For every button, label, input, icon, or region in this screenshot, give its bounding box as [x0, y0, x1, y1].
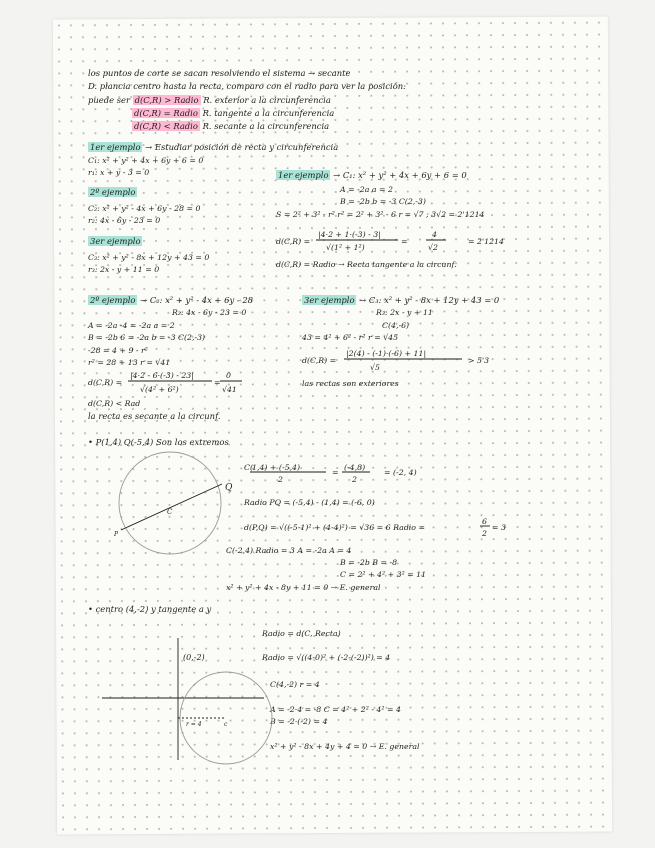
example1-d-num: |4·2 + 1·(-3) - 3| [318, 230, 381, 239]
problem2-a: A = -2·4 = -8 C = 4² + 2² - 4² = 4 [270, 705, 401, 714]
exercise-c3: C₃: x² + y² - 8x + 12y + 43 = 0 [88, 253, 210, 262]
radius-label: r = 4 [186, 721, 202, 728]
label-q: Q [225, 483, 233, 493]
example1-a: A = -2a a = 2 [340, 185, 393, 194]
exercise-heading: 1er ejemplo [90, 142, 141, 152]
intro-line-4-result: R. tangente a la circunferencia [202, 108, 335, 118]
example2-line: R₂: 4x - 6y - 23 = 0 [172, 308, 247, 317]
intro-line-1: los puntos de corte se sacan resolviendo el sistema → secante [88, 68, 351, 78]
exercise-r3: r₃: 2x - y + 11 = 0 [88, 265, 160, 274]
intro-line-3-result: R. exterior a la circunferencia [203, 95, 331, 105]
segment-pq [121, 484, 222, 530]
example2-d-num2: 0 [226, 371, 231, 380]
example3-line: R₃: 2x - y + 11 [376, 308, 433, 317]
exercise-statement: → Estudiar posición de recta y circunferencia [145, 142, 339, 152]
label-c: C [167, 508, 173, 516]
problem2-radio-1: Radio = d(C, Recta) [262, 629, 341, 638]
example1-conclusion: d(C,R) = Radio → Recta tangente a la circunf. [276, 260, 457, 269]
example1-d-num2: 4 [432, 230, 437, 239]
example2-d-den2: √41 [222, 385, 237, 394]
example3-label: 3er ejemplo [304, 295, 355, 305]
example3-d-num: |2(4) - (-1)·(-6) + 11| [346, 349, 427, 358]
example2-d-den: √(4² + 6²) [140, 385, 179, 394]
example1-label: 1er ejemplo [278, 170, 329, 180]
exercise-c2: C₂: x² + y² - 4x + 6y - 28 = 0 [88, 204, 201, 213]
example2-conclusion: la recta es secante a la circunf. [88, 411, 221, 421]
example1-s: S = 2² + 3² - r² r² = 2² + 3² - 6 r = √7 ; 3√2 = 2'1214 [276, 210, 485, 219]
problem1-c-eq: = [332, 468, 339, 477]
example2-d-lhs: d(C,R) = [88, 378, 123, 387]
exercise-3-heading: 3er ejemplo [90, 236, 141, 246]
example2-a: A = -2a -4 = -2a a = 2 [88, 321, 175, 330]
problem2-center: C(4,-2) r = 4 [270, 680, 320, 689]
condition-exterior: d(C,R) > Radio [134, 95, 199, 105]
circle-diagram-2 [180, 672, 272, 764]
example2-d-eq: = [214, 378, 221, 387]
exercise-r2: r₂: 4x - 6y - 23 = 0 [88, 216, 161, 225]
problem1-center-radius: C(-2,4) Radio = 3 A = -2a A = 4 [226, 546, 352, 555]
exercise-c1: C₁: x² + y² + 4x + 6y + 6 = 0 [88, 156, 204, 165]
problem2-radio-2: Radio = √((4-0)² + (-2-(-2))²) = 4 [262, 653, 391, 662]
example1-b: B = -2b b = -3 C(2,-3) [340, 197, 426, 206]
problem2-statement: • centro (4,-2) y tangente a y [88, 604, 212, 614]
example3-center: C(4,-6) [382, 321, 410, 330]
problem1-distance: d(P,Q) = √((-5-1)² + (4-4)²) = √36 = 6 Radio = [244, 523, 426, 532]
intro-line-5-result: R. secante a la circunferencia [202, 121, 330, 131]
problem1-c-result: = (-2, 4) [384, 468, 417, 477]
problem1-c-lhs: C( [244, 463, 254, 472]
problem1-dist-den: 2 [482, 529, 487, 538]
example3-equation: → C₃: x² + y² - 8x + 12y + 43 = 0 [359, 295, 500, 305]
problem1-c-num: 1,4) + (-5,4) [252, 463, 301, 472]
problem1-radio: Radio PQ = (-5,4) - (1,4) = (-6, 0) [244, 498, 375, 507]
circle-diagram-1 [119, 452, 221, 554]
exercise-2-heading: 2º ejemplo [90, 187, 136, 197]
example3-d-lhs: d(C,R) = [302, 356, 337, 365]
example3-conclusion: las rectas son exteriores [302, 379, 399, 388]
problem2-general: x² + y² - 8x + 4y + 4 = 0 → E. general [270, 742, 420, 751]
example2-label: 2º ejemplo [90, 295, 136, 305]
problem1-c: C = 2² + 4² + 3² = 11 [340, 570, 427, 579]
problem1-statement: • P(1,4) Q(-5,4) Son los extremos [88, 437, 229, 447]
problem1-b: B = -2b B = -8 [340, 558, 398, 567]
problem1-c-num2: (-4,8) [344, 463, 366, 472]
example1-d-result: = 2'1214 [468, 237, 504, 246]
problem1-c-den2: 2 [352, 475, 357, 484]
intro-line-2: D. plancia centro hasta la recta, comparo con el radio para ver la posición: [88, 81, 406, 91]
problem2-b: B = -2·(-2) = 4 [270, 717, 328, 726]
label-p: P [114, 531, 119, 538]
example3-r: 43 = 4² + 6² - r² r = √45 [302, 333, 399, 342]
example1-equation: → C₁: x² + y² + 4x + 6y + 6 = 0 [333, 170, 467, 180]
condition-secant: d(C,R) < Radio [134, 121, 198, 131]
example2-b: B = -2b 6 = -2a b = -3 C(2,-3) [88, 333, 206, 342]
example1-d-lhs: d(C,R) = [276, 237, 311, 246]
example2-d-num: |4·2 - 6·(-3) - 23| [130, 371, 194, 380]
intro-line-3-prefix: puede ser [88, 95, 130, 105]
example2-r: r² = 28 + 13 r = √41 [88, 358, 171, 367]
problem1-c-den: 2 [278, 475, 283, 484]
condition-tangent: d(C,R) = Radio [134, 108, 198, 118]
example1-d-eq: = [401, 237, 408, 246]
center-label: c [224, 721, 228, 728]
example1-d-den: √(1² + 1²) [326, 243, 365, 252]
example1-d-den2: √2 [428, 243, 438, 252]
problem1-dist-result: = 3 [492, 523, 506, 532]
exercise-r1: r₁: x + y - 3 = 0 [88, 168, 150, 177]
problem1-dist-num: 6 [482, 517, 487, 526]
example2-d-conclusion: d(C,R) < Rad [88, 399, 141, 408]
example2-c: -28 = 4 + 9 - r² [88, 346, 148, 355]
example3-d-result: > 5'3 [468, 356, 490, 365]
point-label: (0,-2) [183, 653, 205, 662]
example3-d-den: √5 [370, 363, 380, 372]
example2-equation: → C₂: x² + y² - 4x + 6y - 28 [140, 295, 253, 305]
problem1-general: x² + y² + 4x - 8y + 11 = 0 → E. general [226, 583, 381, 592]
